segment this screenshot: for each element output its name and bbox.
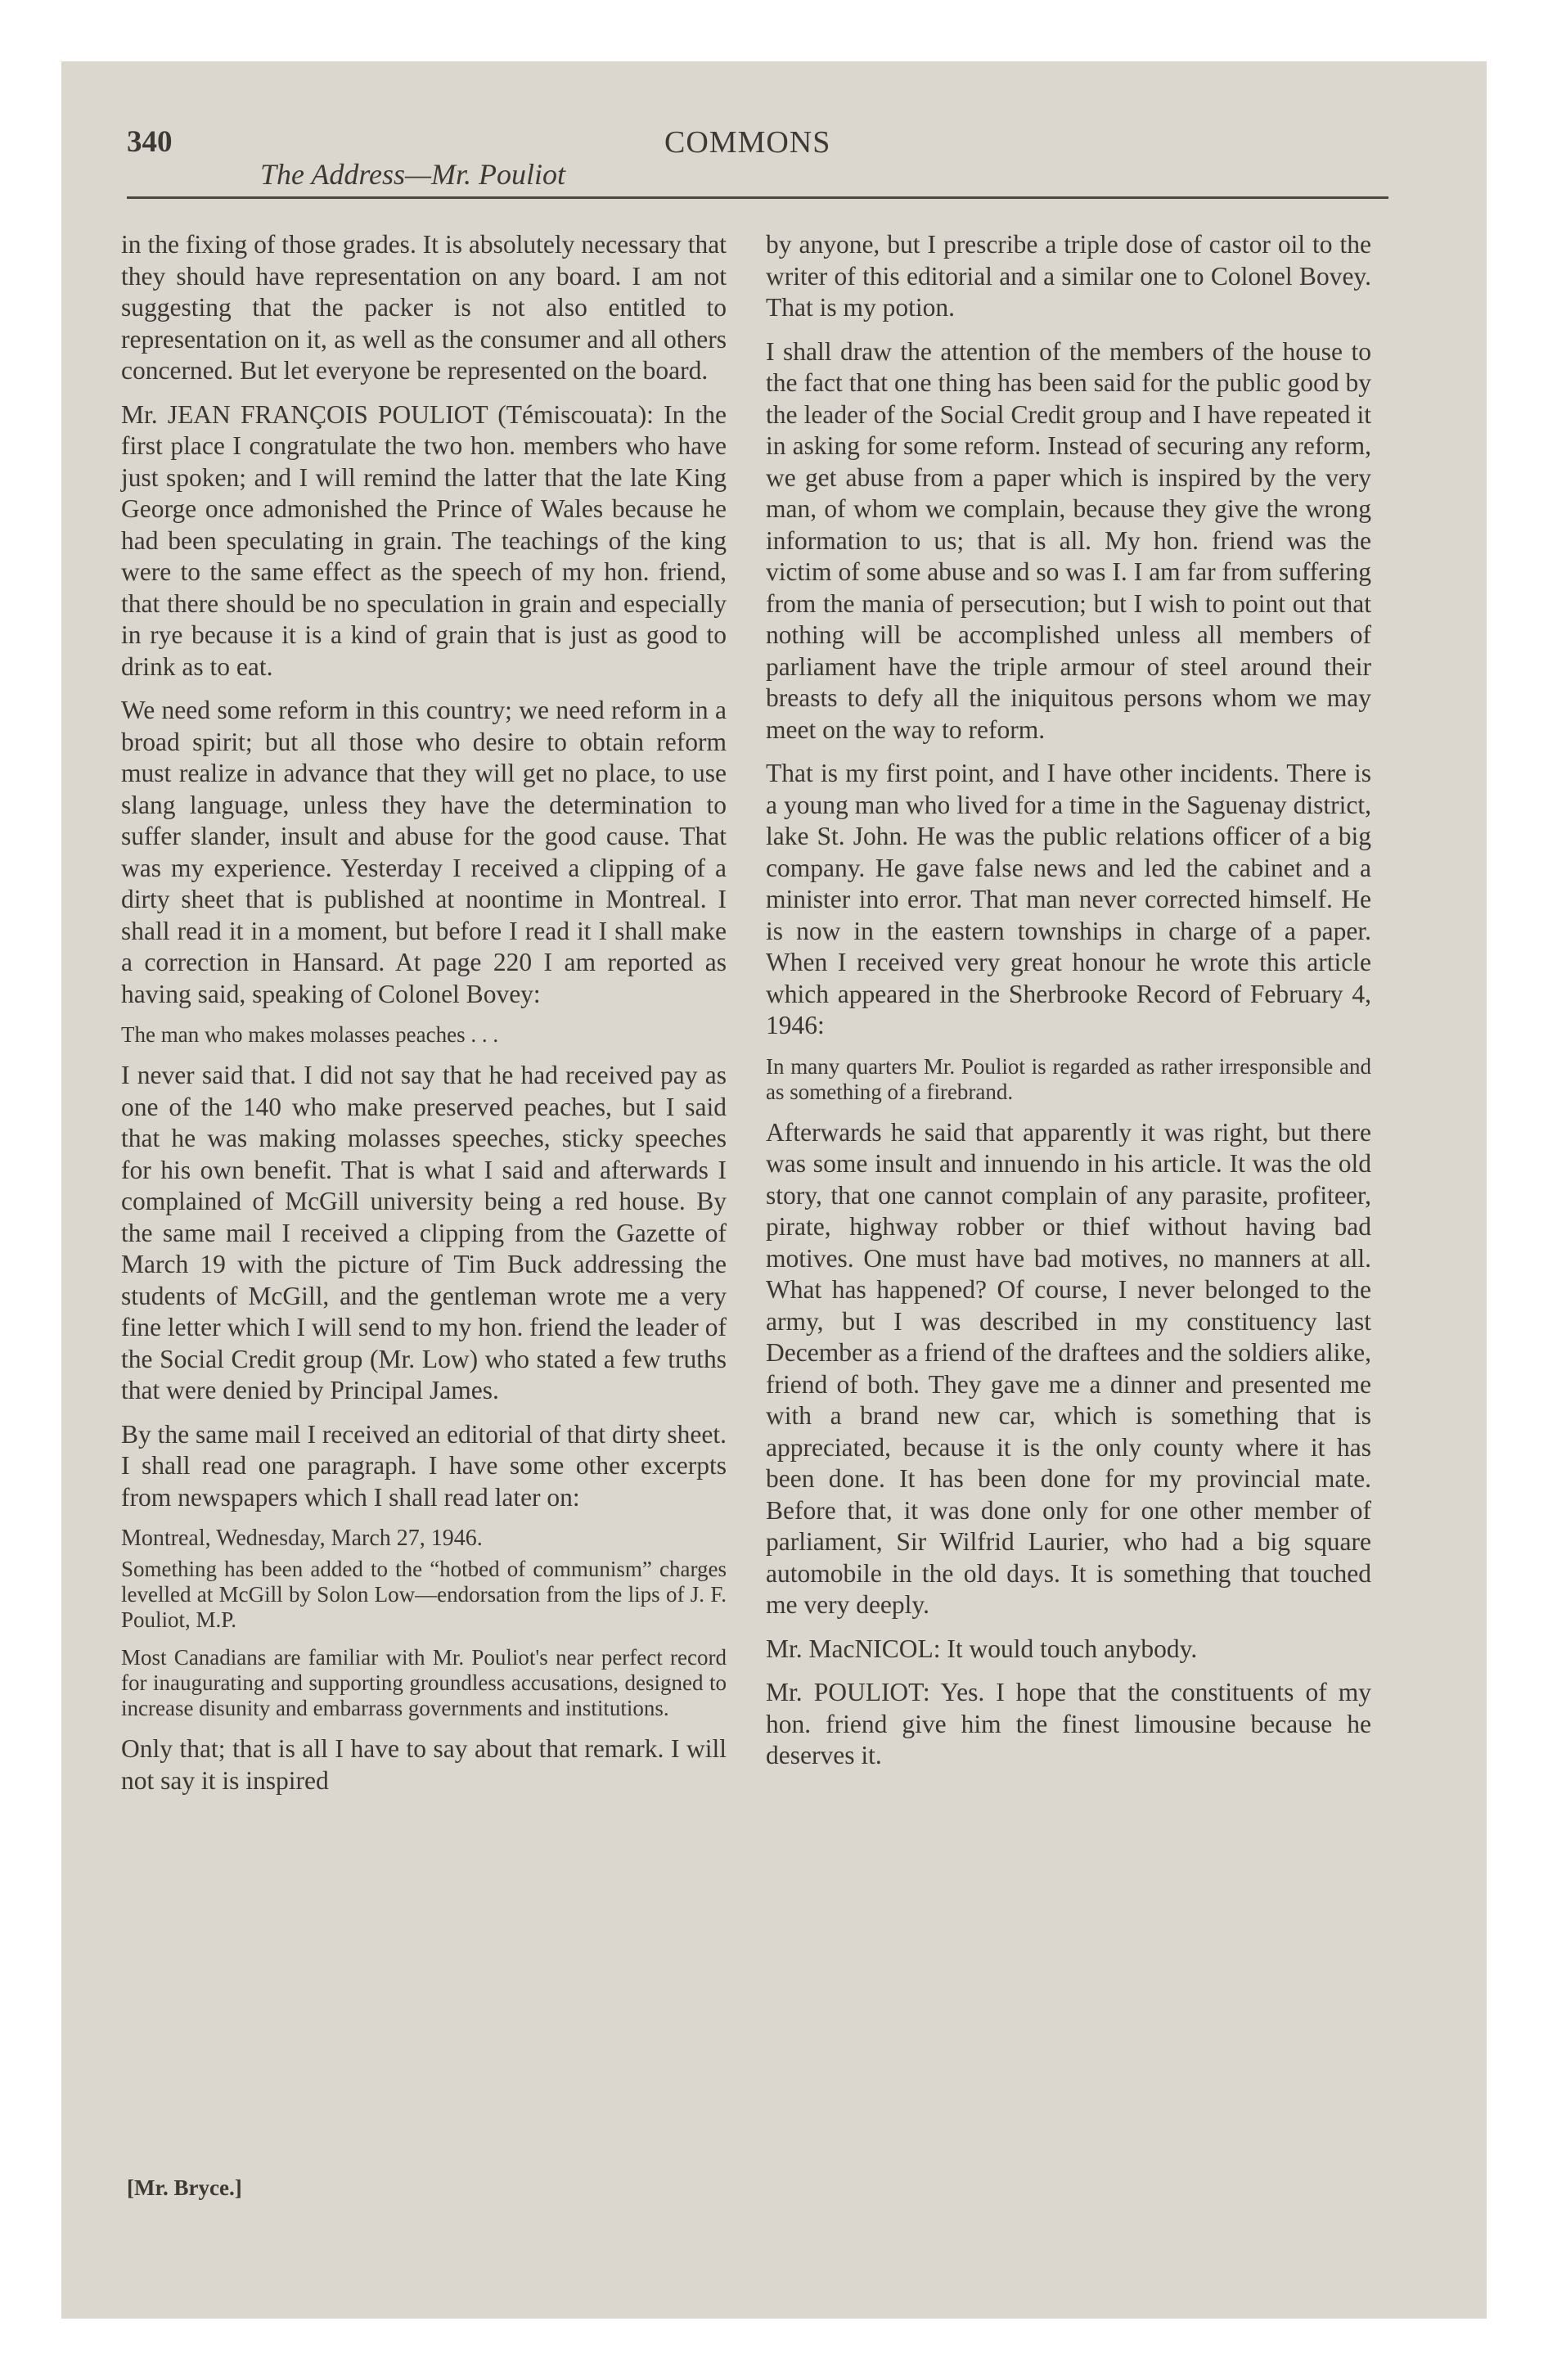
paragraph: I shall draw the attention of the members of the house to the fact that one thing has been said for the public good by the leader of the Social Credit group and I have repeated it in asking for some reform. Instead of securing any reform, we get abuse from a paper which is inspired by the very man, of whom we complain, because they give the wrong information to us; that is all. My hon. friend was the victim of some abuse and so was I. I am far from suffering from the mania of persecution; but I wish to point out that nothing will be accomplished unless all members of parliament have the triple armour of steel around their breasts to defy all the iniquitous persons whom we may meet on the way to reform. — [766, 336, 1371, 744]
right-column — [766, 229, 1371, 1784]
paragraph: Mr. JEAN FRANÇOIS POULIOT (Témiscouata): In the first place I congratulate the two hon. members who have just spoken; and I will remind the latter that the late King George once admonished the Prince of Wales because he had been speculating in grain. The teachings of the king were to the same effect as the speech of my hon. friend, that there should be no speculation in grain and especially in rye because it is a kind of grain that is just as good to drink as to eat. — [121, 399, 727, 681]
quotation: The man who makes molasses peaches . . . — [121, 1022, 499, 1047]
quotation: Something has been added to the “hotbed of communism” charges levelled at McGill by Solon Low—endorsation from the lips of J. F. Pouliot, M.P. — [121, 1557, 727, 1632]
paragraph: We need some reform in this country; we need reform in a broad spirit; but all those who desire to obtain reform must realize in advance that they will get no place, to use slang language, unless they have the determination to suffer slander, insult and abuse for the good cause. That was my experience. Yesterday I received a clipping of a dirty sheet that is published at noontime in Montreal. I shall read it in a moment, but before I read it I shall make a correction in Hansard. At page 220 I am reported as having said, speaking of Colonel Bovey: — [121, 696, 727, 1008]
running-header-title: COMMONS — [664, 125, 831, 160]
paragraph: by anyone, but I prescribe a triple dose of castor oil to the writer of this editorial and a similar one to Colonel Bovey. That is my potion. — [766, 230, 1371, 322]
paragraph: By the same mail I received an editorial of that dirty sheet. I shall read one paragraph. I have some other excerpts from newspapers which I shall read later on: — [121, 1419, 727, 1512]
running-header-subtitle: The Address—Mr. Pouliot — [260, 158, 566, 191]
paragraph: Mr. POULIOT: Yes. I hope that the constituents of my hon. friend give him the finest limousine because he deserves it. — [766, 1678, 1371, 1769]
quotation: Most Canadians are familiar with Mr. Pouliot's near perfect record for inaugurating and supporting groundless accusations, designed to increase disunity and embarrass governments and institutions. — [121, 1645, 727, 1720]
paragraph: Mr. MacNICOL: It would touch anybody. — [766, 1634, 1198, 1663]
quotation: In many quarters Mr. Pouliot is regarded as rather irresponsible and as something of a firebrand. — [766, 1053, 1371, 1104]
left-column — [121, 229, 727, 1809]
paragraph: I never said that. I did not say that he had received pay as one of the 140 who make preserved peaches, but I said that he was making molasses speeches, sticky speeches for his own benefit. That is what I said and afterwards I complained of McGill university being a red house. By the same mail I received a clipping from the Gazette of March 19 with the picture of Tim Buck addressing the students of McGill, and the gentleman wrote me a very fine letter which I will send to my hon. friend the leader of the Social Credit group (Mr. Low) who stated a few truths that were denied by Principal James. — [121, 1061, 727, 1404]
paragraph: That is my first point, and I have other incidents. There is a young man who lived for a time in the Saguenay district, lake St. John. He was the public relations officer of a big company. He gave false news and led the cabinet and a minister into error. That man never corrected himself. He is now in the eastern townships in charge of a paper. When I received very great honour he wrote this article which appeared in the Sherbrooke Record of February 4, 1946: — [766, 759, 1371, 1039]
paragraph: in the fixing of those grades. It is absolutely necessary that they should have representation on any board. I am not suggesting that the packer is not also entitled to representation on it, as well as the consumer and all others concerned. But let everyone be represented on the board. — [121, 230, 727, 385]
footer-speaker-note: [Mr. Bryce.] — [127, 2175, 242, 2200]
paragraph: Afterwards he said that apparently it was right, but there was some insult and innuendo in his article. It was the old story, that one cannot complain of any parasite, profiteer, pirate, highway robber or thief without having bad motives. One must have bad motives, no manners at all. What has happened? Of course, I never belonged to the army, but I was described in my constituency last December as a friend of the draftees and the soldiers alike, friend of both. They gave me a dinner and presented me with a brand new car, which is something that is appreciated, because it is the only county where it has been done. It has been done for my provincial mate. Before that, it was done only for one other member of parliament, Sir Wilfrid Laurier, who had a big square automobile in the old days. It is something that touched me very deeply. — [766, 1117, 1371, 1619]
page-number: 340 — [127, 125, 173, 159]
quotation-dateline: Montreal, Wednesday, March 27, 1946. — [121, 1526, 483, 1551]
paragraph: Only that; that is all I have to say about that remark. I will not say it is inspired — [121, 1734, 727, 1795]
header-rule — [127, 196, 1388, 199]
